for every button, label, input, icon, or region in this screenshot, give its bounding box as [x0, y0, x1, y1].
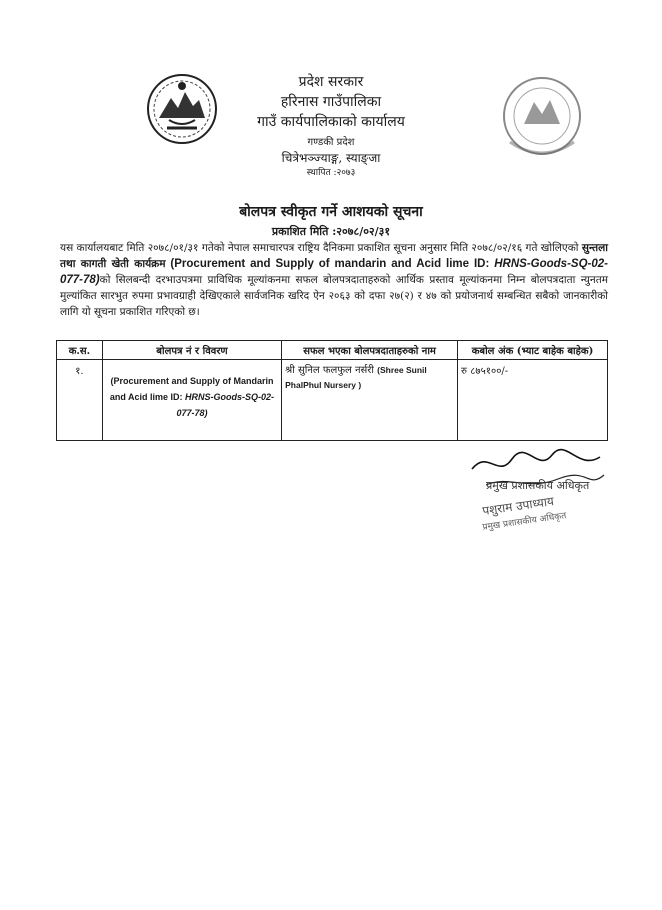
- officer-name-stamp: पशुराम उपाध्याय: [481, 494, 555, 518]
- program-name: सुन्तला तथा कागती खेती कार्यक्रम: [60, 242, 608, 270]
- office-name: गाउँ कार्यपालिकाको कार्यालय: [257, 114, 405, 130]
- municipality-name: हरिनास गाउँपालिका: [280, 94, 382, 110]
- col-amount-header: कबोल अंक (भ्याट बाहेक बाहेक): [458, 341, 608, 360]
- officer-title-stamp: प्रमुख प्रशासकीय अधिकृत: [481, 511, 567, 533]
- bid-spec-text: [106, 363, 278, 421]
- bidder-name-np: श्री सुनिल फलफुल नर्सरी: [285, 365, 378, 376]
- province-name: गण्डकी प्रदेश: [307, 137, 355, 148]
- table-row: [57, 360, 608, 441]
- col-bidder-header: सफल भएका बोलपत्रदाताहरुको नाम: [282, 341, 458, 360]
- col-sn-header: क.स.: [57, 341, 103, 360]
- cell-bidder: [282, 360, 458, 441]
- bidder-name: [285, 363, 454, 393]
- bids-table: [56, 340, 608, 441]
- signature-caption: प्रमुख प्रशासकीय अधिकृत: [486, 479, 590, 492]
- published-date: प्रकाशित मिति :२०७८/०२/३१: [271, 225, 391, 238]
- established-line: स्थापित :२०७३: [306, 168, 356, 178]
- bid-spec-a: (Procurement and Supply of Mandarin and Acid lime ID:: [109, 376, 274, 402]
- body-part-c: को सिलबन्दी दरभाउपत्रमा प्राविधिक मूल्यांकनमा सफल बोलपत्रदाताहरुको आर्थिक प्रस्ताव मूल्यांकनमा निम्न बोलपत्रदाता न्युनतम मुल्यांकित सारभुत रुपमा प्रभावग्राही देखिएकाले सार्वजनिक खरिद ऐन २०६३ को दफा २७(२) र ४७ को प्रयोजनार्थ सम्बन्धित सबैको जानकारीको लागि यो सूचना प्रकाशित गरिएको छ।: [60, 274, 608, 318]
- body-part-a: यस कार्यालयबाट मिति २०७८/०१/३१ गतेको नेपाल समाचारपत्र राष्ट्रिय दैनिकमा प्रकाशित सूचना अनुसार मिति २०७८/०२/१६ गते खोलिएको: [60, 242, 582, 254]
- bidder-name-en: (Shree Sunil PhalPhul Nursery ): [285, 365, 427, 390]
- program-name-en: (Procurement and Supply of mandarin and Acid lime ID:: [165, 258, 495, 270]
- notice-body: [60, 240, 608, 320]
- col-bid-header: बोलपत्र नं र विवरण: [102, 341, 281, 360]
- office-address: चित्रेभञ्ज्याङ्ग, स्याङ्जा: [281, 151, 381, 165]
- bid-id: HRNS-Goods-SQ-02-077-78): [60, 258, 608, 286]
- bid-spec-id: HRNS-Goods-SQ-02-077-78): [176, 392, 275, 418]
- cell-amount: रु ८७५१००/-: [458, 360, 608, 441]
- notice-title: बोलपत्र स्वीकृत गर्ने आशयको सूचना: [239, 204, 423, 220]
- gov-line: प्रदेश सरकार: [298, 74, 364, 90]
- cell-sn: १.: [57, 360, 103, 441]
- table-header-row: [57, 341, 608, 360]
- cell-bid-spec: [102, 360, 281, 441]
